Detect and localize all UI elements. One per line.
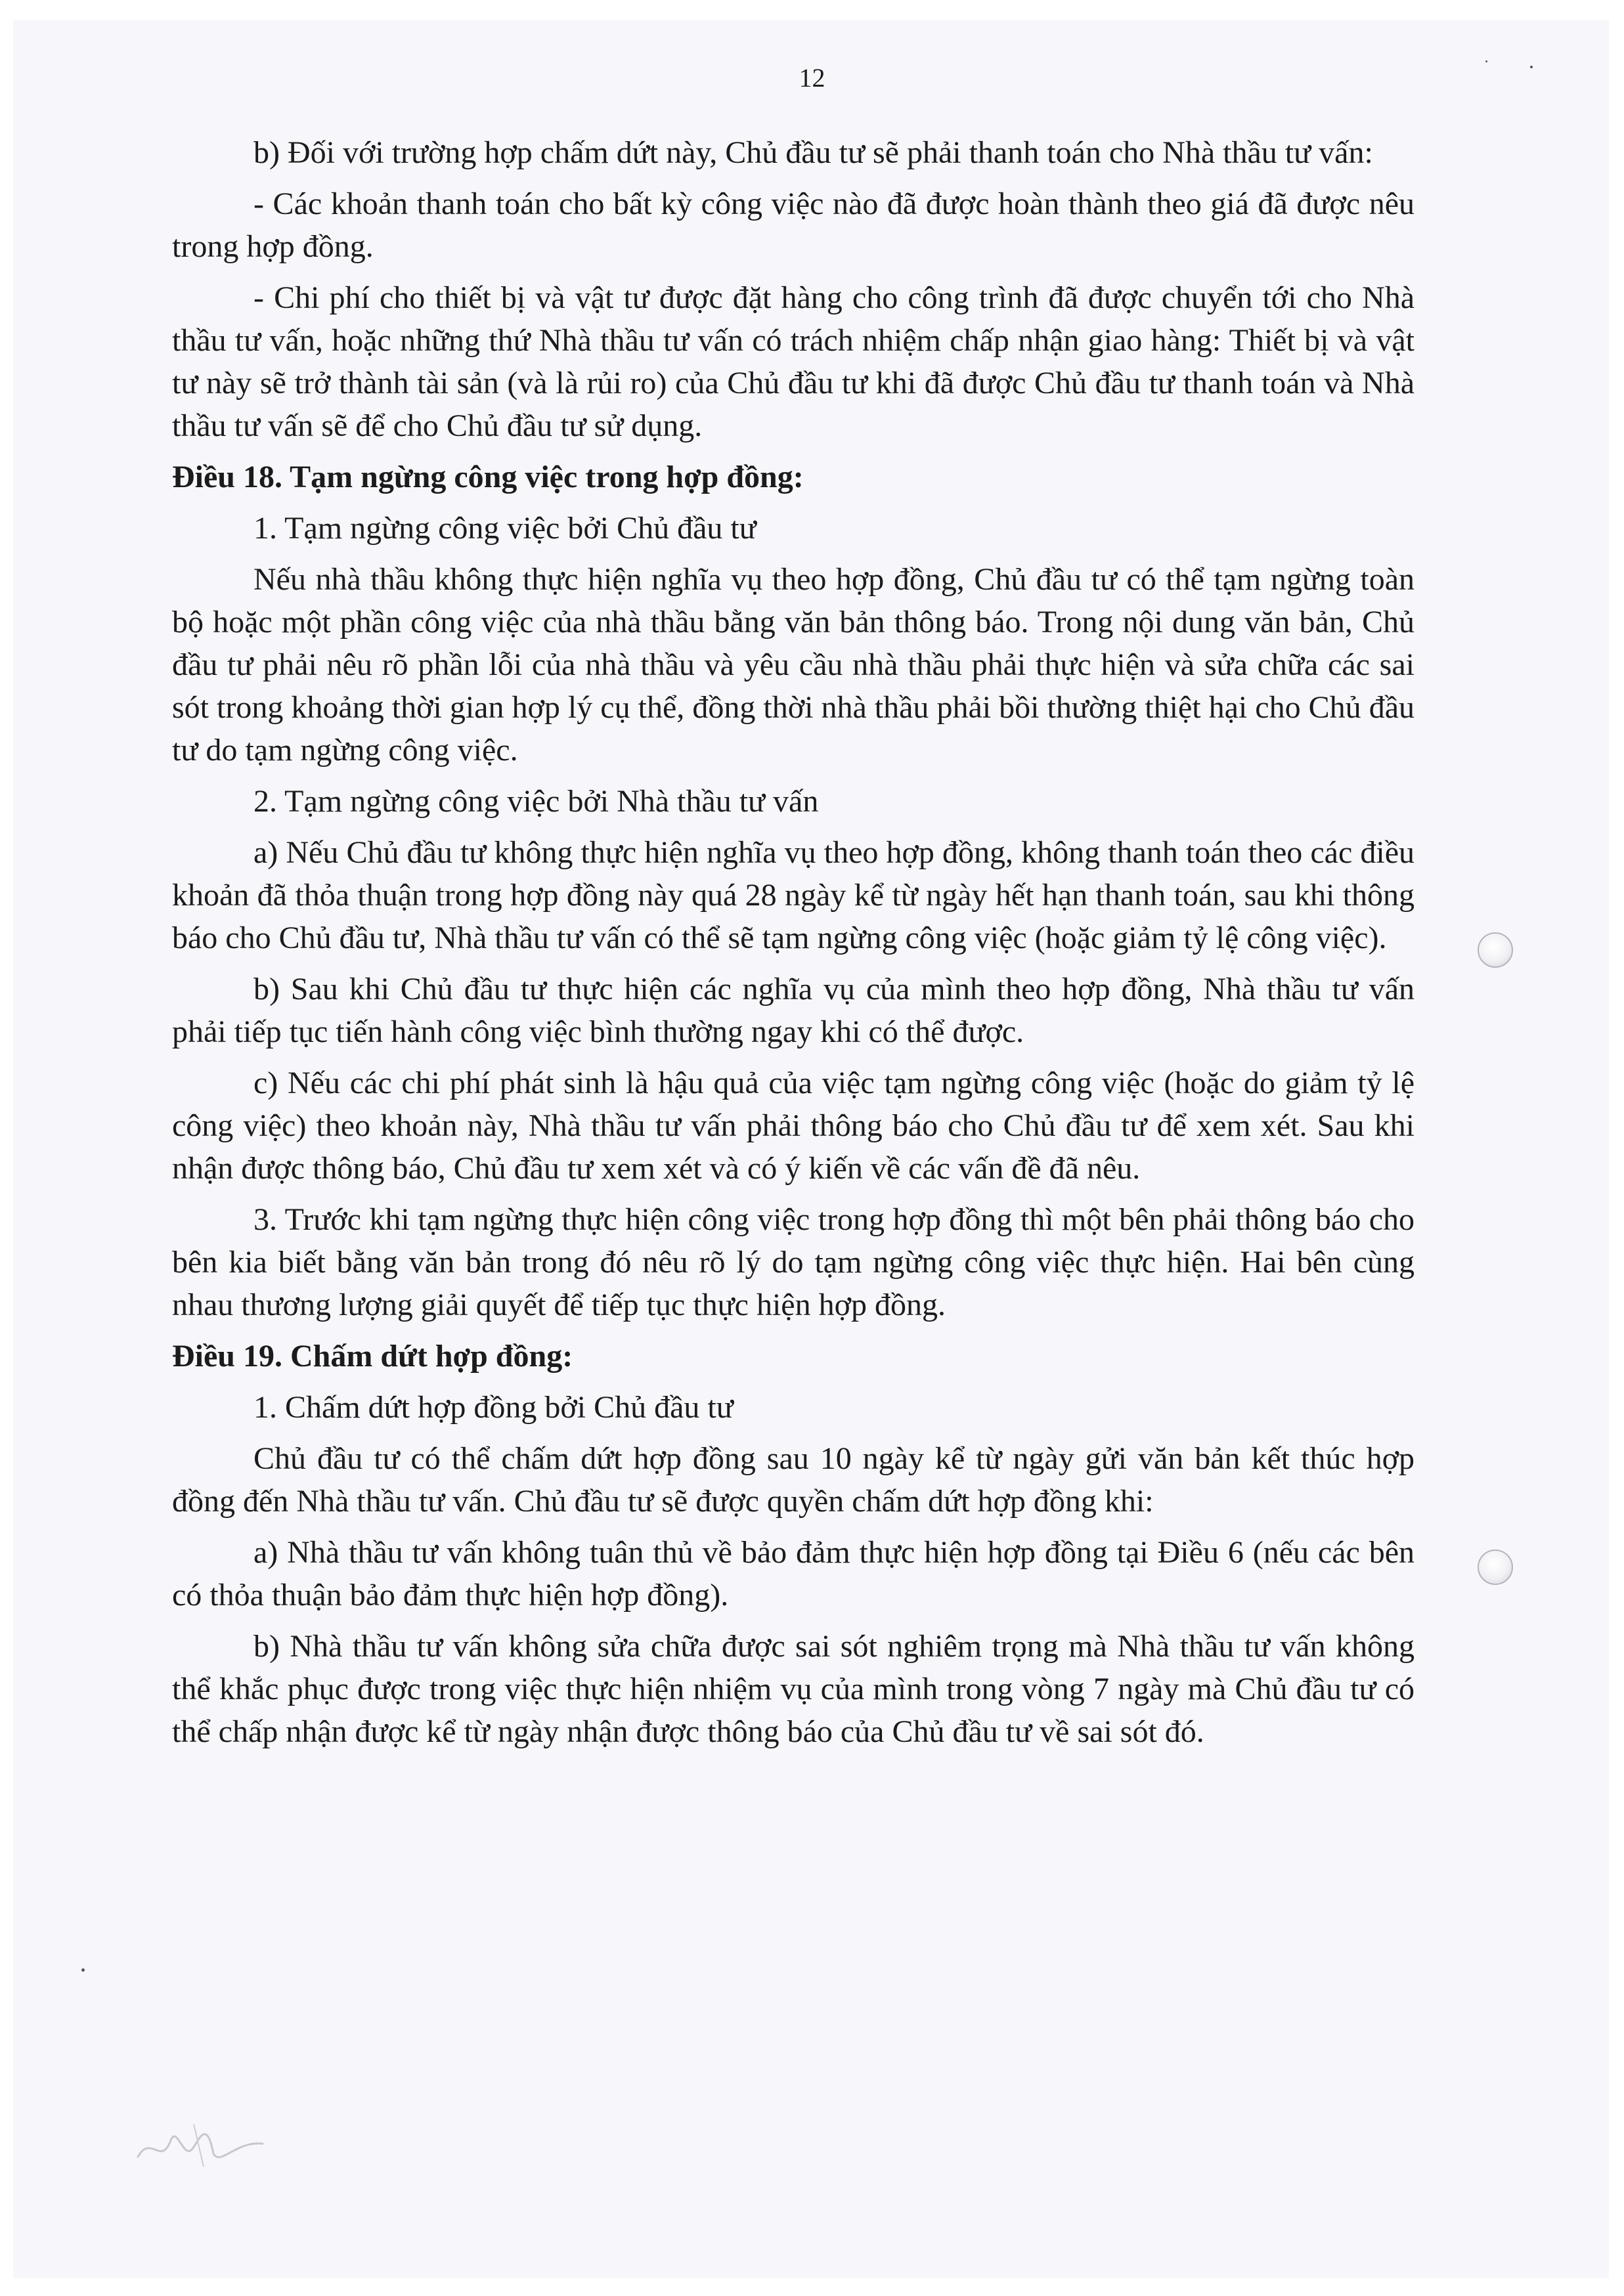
paragraph: 2. Tạm ngừng công việc bởi Nhà thầu tư vấn [253,784,819,819]
page-number: 12 [799,63,825,93]
paragraph: Nếu nhà thầu không thực hiện nghĩa vụ theo hợp đồng, Chủ đầu tư có thể tạm ngừng toàn bộ hoặc một phần công việc của nhà thầu bằng văn bản thông báo. Trong nội dung văn bản, Chủ đầu tư phải nêu rõ phần lỗi của nhà thầu và yêu cầu nhà thầu phải thực hiện và sửa chữa các sai sót trong khoảng thời gian hợp lý cụ thể, đồng thời nhà thầu phải bồi thường thiệt hại cho Chủ đầu tư do tạm ngừng công việc. [172,562,1415,768]
faint-signature-mark [131,2094,289,2186]
scan-speck [1530,66,1533,68]
binder-hole [1478,1549,1513,1585]
scan-speck [1485,60,1487,62]
paragraph: c) Nếu các chi phí phát sinh là hậu quả của việc tạm ngừng công việc (hoặc do giảm tỷ lệ công việc) theo khoản này, Nhà thầu tư vấn phải thông báo cho Chủ đầu tư để xem xét. Sau khi nhận được thông báo, Chủ đầu tư xem xét và có ý kiến về các vấn đề đã nêu. [172,1066,1415,1186]
paragraph: 1. Chấm dứt hợp đồng bởi Chủ đầu tư [253,1390,734,1425]
paragraph: 1. Tạm ngừng công việc bởi Chủ đầu tư [253,511,757,546]
paragraph: a) Nhà thầu tư vấn không tuân thủ về bảo đảm thực hiện hợp đồng tại Điều 6 (nếu các bên có thỏa thuận bảo đảm thực hiện hợp đồng). [172,1535,1415,1613]
paragraph: Chủ đầu tư có thể chấm dứt hợp đồng sau 10 ngày kể từ ngày gửi văn bản kết thúc hợp đồng đến Nhà thầu tư vấn. Chủ đầu tư sẽ được quyền chấm dứt hợp đồng khi: [172,1441,1415,1519]
paragraph: b) Nhà thầu tư vấn không sửa chữa được sai sót nghiêm trọng mà Nhà thầu tư vấn không thể khắc phục được trong việc thực hiện nhiệm vụ của mình trong vòng 7 ngày mà Chủ đầu tư có thể chấp nhận được kể từ ngày nhận được thông báo của Chủ đầu tư về sai sót đó. [172,1629,1415,1749]
paragraph: b) Đối với trường hợp chấm dứt này, Chủ đầu tư sẽ phải thanh toán cho Nhà thầu tư vấn: [253,135,1373,170]
article-18-heading: Điều 18. Tạm ngừng công việc trong hợp đồng: [172,460,804,494]
paragraph: - Các khoản thanh toán cho bất kỳ công việc nào đã được hoàn thành theo giá đã được nêu trong hợp đồng. [172,186,1415,264]
paragraph: a) Nếu Chủ đầu tư không thực hiện nghĩa vụ theo hợp đồng, không thanh toán theo các điều khoản đã thỏa thuận trong hợp đồng này quá 28 ngày kể từ ngày hết hạn thanh toán, sau khi thông báo cho Chủ đầu tư, Nhà thầu tư vấn có thể sẽ tạm ngừng công việc (hoặc giảm tỷ lệ công việc). [172,835,1415,955]
paragraph: - Chi phí cho thiết bị và vật tư được đặt hàng cho công trình đã được chuyển tới cho Nhà thầu tư vấn, hoặc những thứ Nhà thầu tư vấn có trách nhiệm chấp nhận giao hàng: Thiết bị và vật tư này sẽ trở thành tài sản (và là rủi ro) của Chủ đầu tư khi đã được Chủ đầu tư thanh toán và Nhà thầu tư vấn sẽ để cho Chủ đầu tư sử dụng. [172,280,1415,443]
paragraph: 3. Trước khi tạm ngừng thực hiện công việc trong hợp đồng thì một bên phải thông báo cho bên kia biết bằng văn bản trong đó nêu rõ lý do tạm ngừng công việc thực hiện. Hai bên cùng nhau thương lượng giải quyết để tiếp tục thực hiện hợp đồng. [172,1202,1415,1322]
document-body [172,131,1415,1762]
binder-hole [1478,932,1513,968]
article-19-heading: Điều 19. Chấm dứt hợp đồng: [172,1339,573,1374]
paragraph: b) Sau khi Chủ đầu tư thực hiện các nghĩa vụ của mình theo hợp đồng, Nhà thầu tư vấn phải tiếp tục tiến hành công việc bình thường ngay khi có thể được. [172,972,1415,1049]
scan-speck [81,1968,85,1972]
